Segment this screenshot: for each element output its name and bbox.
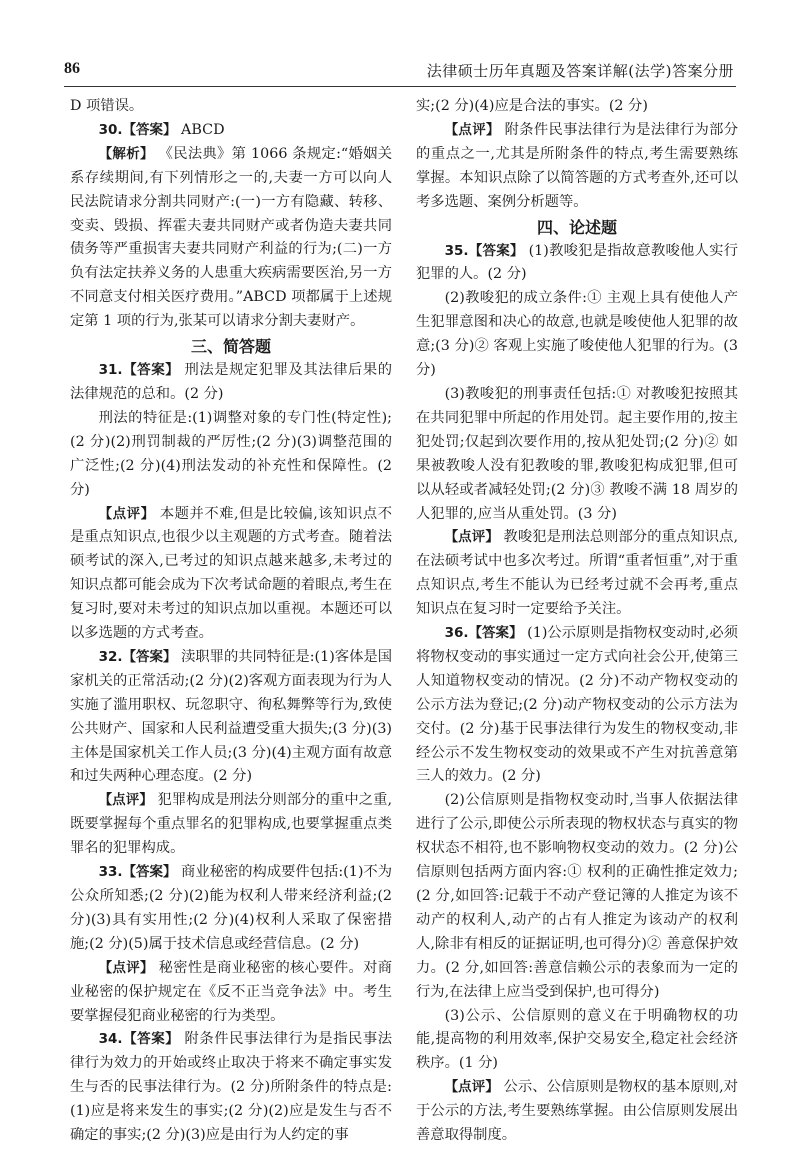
page-header <box>64 58 736 84</box>
right-column <box>416 95 738 1148</box>
answer-text: 商业秘密的构成要件包括:(1)不为公众所知悉;(2 分)(2)能为权利人带来经济利益;(2 分)(3)具有实用性;(2 分)(4)权利人采取了保密措施;(2 分)(5)属于技术信息或经营信息。(2 分) <box>70 864 392 952</box>
answer-text: 《民法典》第 1066 条规定:“婚姻关系存续期间,有下列情形之一的,夫妻一方可以向人民法院请求分割共同财产:(一)一方有隐藏、转移、变卖、毁损、挥霍夫妻共同财产或者伪造夫妻共同债务等严重损害夫妻共同财产利益的行为;(二)一方负有法定扶养义务的人患重大疾病需要医治,另一方不同意支付相关医疗费用。”ABCD 项都属于上述规定第 1 项的行为,张某可以请求分割夫妻财产。 <box>70 145 392 330</box>
left-column <box>70 95 392 1148</box>
answer-text: ABCD <box>176 121 225 138</box>
header-rule <box>64 86 736 87</box>
body-paragraph: (2)公信原则是指物权变动时,当事人依据法律进行了公示,即使公示所表现的物权状态与真实的物权状态不相符,也不影响物权变动的效力。(2 分)公信原则包括两方面内容:① 权利的正确性推定效力;(2 分,如回答:记载于不动产登记簿的人推定为该不动产的权利人,动产的占有人推定为该动产的权利人,除非有相反的证据证明,也可得分)② 善意保护效力。(2 分,如回答:善意信赖公示的表象而为一定的行为,在法律上应当受到保护,也可得分) <box>416 792 738 1000</box>
answer-paragraph <box>70 957 392 1029</box>
answer-paragraph <box>70 359 392 407</box>
answer-paragraph <box>70 789 392 861</box>
answer-label: 【点评】 <box>444 121 500 138</box>
answer-label: 32.【答案】 <box>98 648 177 665</box>
answer-label: 【点评】 <box>98 505 155 522</box>
answer-label: 33.【答案】 <box>98 864 177 881</box>
answer-label: 30.【答案】 <box>98 121 177 138</box>
answer-paragraph <box>416 622 738 789</box>
answer-label: 34.【答案】 <box>98 1031 180 1048</box>
answer-paragraph <box>70 143 392 334</box>
answer-paragraph <box>416 1076 738 1148</box>
answer-paragraph <box>416 119 738 215</box>
answer-paragraph <box>416 240 738 288</box>
body-paragraph: D 项错误。 <box>70 98 144 114</box>
answer-text: 附条件民事法律行为是指民事法律行为效力的开始或终止取决于将来不确定事实发生与否的民事法律行为。(2 分)所附条件的特点是:(1)应是将来发生的事实;(2 分)(2)应是发生与否不确定的事实;(2 分)(3)应是由行为人约定的事 <box>70 1031 393 1144</box>
answer-text: 秘密性是商业秘密的核心要件。对商业秘密的保护规定在《反不正当竞争法》中。考生要掌握侵犯商业秘密的行为类型。 <box>70 959 393 1024</box>
running-title: 法律硕士历年真题及答案详解(法学)答案分册 <box>426 62 734 80</box>
body-paragraph: (3)公示、公信原则的意义在于明确物权的功能,提高物的利用效率,保护交易安全,稳定社会经济秩序。(1 分) <box>416 1007 738 1072</box>
answer-paragraph <box>70 646 392 789</box>
answer-text: 刑法是规定犯罪及其法律后果的法律规范的总和。(2 分) <box>70 362 393 402</box>
answer-text: 本题并不难,但是比较偏,该知识点不是重点知识点,也很少以主观题的方式考查。随着法硕考试的深入,已考过的知识点越来越多,未考过的知识点都可能会成为下次考试命题的着眼点,考生在复习时,要对未考过的知识点加以重视。本题还可以以多选题的方式考查。 <box>70 505 392 642</box>
answer-label: 【点评】 <box>444 1079 499 1096</box>
answer-label: 31.【答案】 <box>98 362 180 379</box>
answer-label: 【解析】 <box>98 145 154 162</box>
section-heading: 四、论述题 <box>536 217 617 237</box>
body-paragraph: (2)教唆犯的成立条件:① 主观上具有使他人产生犯罪意图和决心的故意,也就是唆使他人犯罪的故意;(3 分)② 客观上实施了唆使他人犯罪的行为。(3 分) <box>416 290 738 379</box>
answer-text: (1)公示原则是指物权变动时,必须将物权变动的事实通过一定方式向社会公开,使第三人知道物权变动的情况。(2 分)不动产物权变动的公示方法为登记;(2 分)动产物权变动的公示方法为交付。(2 分)基于民事法律行为发生的物权变动,非经公示不发生物权变动的效果或不产生对抗善意第三人的效力。(2 分) <box>416 625 739 785</box>
answer-paragraph <box>70 503 392 646</box>
body-paragraph: 实;(2 分)(4)应是合法的事实。(2 分) <box>416 98 648 114</box>
answer-text: 犯罪构成是刑法分则部分的重中之重,既要掌握每个重点罪名的犯罪构成,也要掌握重点类罪名的犯罪构成。 <box>70 792 393 857</box>
answer-text: 教唆犯是刑法总则部分的重点知识点,在法硕考试中也多次考过。所谓“重者恒重”,对于重点知识点,考生不能认为已经考过就不会再考,重点知识点在复习时一定要给予关注。 <box>416 529 739 618</box>
answer-text: 公示、公信原则是物权的基本原则,对于公示的方法,考生要熟练掌握。由公信原则发展出善意取得制度。 <box>416 1079 739 1144</box>
answer-text: 渎职罪的共同特征是:(1)客体是国家机关的正常活动;(2 分)(2)客观方面表现为行为人实施了滥用职权、玩忽职守、徇私舞弊等行为,致使公共财产、国家和人民利益遭受重大损失;(3 分)(3)主体是国家机关工作人员;(3 分)(4)主观方面有故意和过失两种心理态度。(2 分) <box>70 648 392 785</box>
answer-label: 35.【答案】 <box>444 242 524 259</box>
answer-paragraph <box>70 861 392 957</box>
answer-label: 【点评】 <box>444 529 499 546</box>
answer-label: 36.【答案】 <box>444 625 523 642</box>
answer-paragraph <box>416 526 738 622</box>
answer-paragraph <box>70 1028 392 1148</box>
answer-label: 【点评】 <box>98 792 153 809</box>
section-heading: 三、简答题 <box>190 337 271 357</box>
page-number: 86 <box>64 60 80 77</box>
body-paragraph: (3)教唆犯的刑事责任包括:① 对教唆犯按照其在共同犯罪中所起的作用处罚。起主要作用的,按主犯处罚;仅起到次要作用的,按从犯处罚;(2 分)② 如果被教唆人没有犯教唆的罪,教唆犯构成犯罪,但可以从轻或者减轻处罚;(2 分)③ 教唆不满 18 周岁的人犯罪的,应当从重处罚。(3 分) <box>416 385 738 522</box>
answer-paragraph <box>70 119 392 143</box>
answer-text: 附条件民事法律行为是法律行为部分的重点之一,尤其是所附条件的特点,考生需要熟练掌握。本知识点除了以简答题的方式考查外,还可以考多选题、案例分析题等。 <box>416 121 739 210</box>
answer-label: 【点评】 <box>98 959 154 976</box>
body-paragraph: 刑法的特征是:(1)调整对象的专门性(特定性);(2 分)(2)刑罚制裁的严厉性;(2 分)(3)调整范围的广泛性;(2 分)(4)刑法发动的补充性和保障性。(2 分) <box>70 409 392 498</box>
answer-text: (1)教唆犯是指故意教唆他人实行犯罪的人。(2 分) <box>416 242 738 283</box>
